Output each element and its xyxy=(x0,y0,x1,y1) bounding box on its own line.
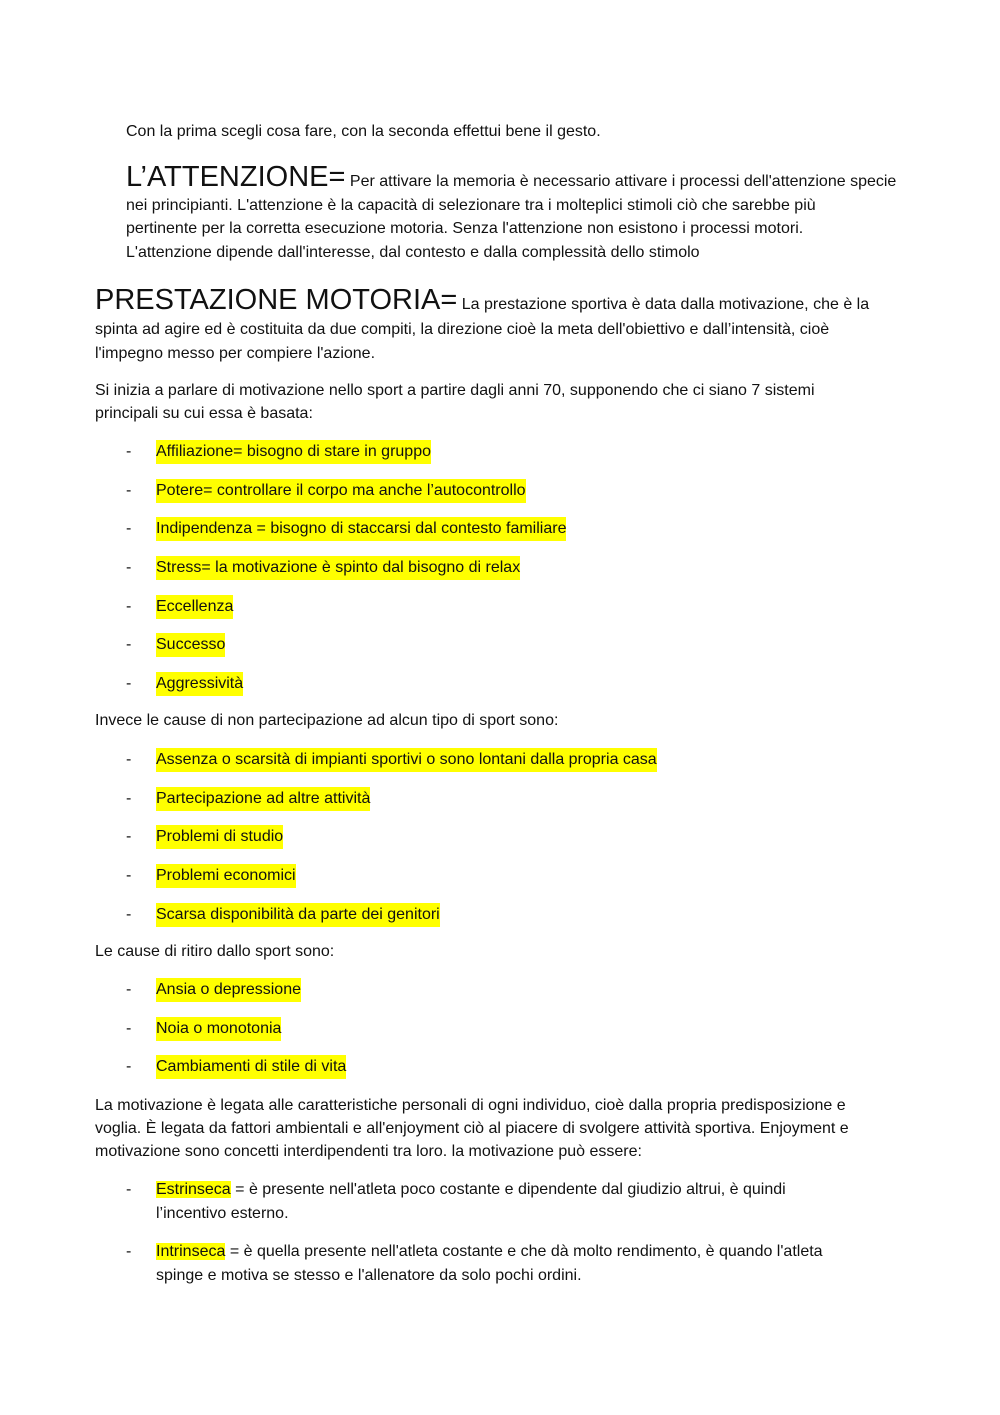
tipo-desc: = è quella presente nell'atleta costante e che dà molto rendimento, è quando l'atleta xyxy=(225,1243,823,1260)
list-bullet: - xyxy=(126,520,132,537)
motivazione-para-line-3: motivazione sono concetti interdipendenti tra loro. la motivazione può essere: xyxy=(95,1143,642,1160)
list-item: Indipendenza = bisogno di staccarsi dal contesto familiare xyxy=(156,517,566,541)
list-item: Aggressività xyxy=(156,672,243,696)
list-item: Noia o monotonia xyxy=(156,1017,281,1041)
list-bullet: - xyxy=(126,482,132,499)
list-bullet: - xyxy=(126,1020,132,1037)
attenzione-line-2: nei principianti. L'attenzione è la capacità di selezionare tra i molteplici stimoli ciò che sarebbe più xyxy=(126,197,816,214)
list-bullet: - xyxy=(126,443,132,460)
list-item: Problemi di studio xyxy=(156,825,283,849)
motivazione-intro-line-2: principali su cui essa è basata: xyxy=(95,405,313,422)
intro-line: Con la prima scegli cosa fare, con la seconda effettui bene il gesto. xyxy=(126,123,601,140)
tipo-desc-continued: l’incentivo esterno. xyxy=(156,1205,289,1222)
list-bullet: - xyxy=(126,751,132,768)
motivazione-para-line-2: voglia. È legata da fattori ambientali e all'enjoyment ciò al piacere di svolgere attività sportiva. Enjoyment e xyxy=(95,1120,849,1137)
attenzione-line-1: Per attivare la memoria è necessario attivare i processi dell'attenzione specie xyxy=(349,173,897,190)
list-item: Eccellenza xyxy=(156,595,233,619)
list-bullet: - xyxy=(126,598,132,615)
list-bullet: - xyxy=(126,1058,132,1075)
list-item: Affiliazione= bisogno di stare in gruppo xyxy=(156,440,431,464)
list-item: Potere= controllare il corpo ma anche l’autocontrollo xyxy=(156,479,526,503)
tipo-desc-continued: spinge e motiva se stesso e l'allenatore da solo pochi ordini. xyxy=(156,1267,582,1284)
motivazione-intro-line-1: Si inizia a parlare di motivazione nello sport a partire dagli anni 70, supponendo che ci siano 7 sistemi xyxy=(95,382,815,399)
list-bullet: - xyxy=(126,636,132,653)
attenzione-line-3: pertinente per la corretta esecuzione motoria. Senza l'attenzione non esistono i processi motori. xyxy=(126,220,804,237)
list-bullet: - xyxy=(126,867,132,884)
list-item: Partecipazione ad altre attività xyxy=(156,787,370,811)
list-item xyxy=(156,1178,786,1202)
prestazione-heading: PRESTAZIONE MOTORIA= xyxy=(95,284,458,316)
list-item: Problemi economici xyxy=(156,864,296,888)
list-bullet: - xyxy=(126,828,132,845)
list-bullet: - xyxy=(126,675,132,692)
tipo-term: Intrinseca xyxy=(156,1243,226,1260)
list-item: Stress= la motivazione è spinto dal bisogno di relax xyxy=(156,556,520,580)
list-item: Ansia o depressione xyxy=(156,978,301,1002)
list-bullet: - xyxy=(126,559,132,576)
prestazione-line-3: l'impegno messo per compiere l'azione. xyxy=(95,345,376,362)
attenzione-first-line xyxy=(126,162,896,194)
list-bullet: - xyxy=(126,1243,132,1260)
prestazione-line-2: spinta ad agire ed è costituita da due compiti, la direzione cioè la meta dell'obiettivo e dall’intensità, cioè xyxy=(95,321,830,338)
ritiro-intro: Le cause di ritiro dallo sport sono: xyxy=(95,943,335,960)
list-item: Assenza o scarsità di impianti sportivi o sono lontani dalla propria casa xyxy=(156,748,657,772)
list-bullet: - xyxy=(126,906,132,923)
list-item: Scarsa disponibilità da parte dei genitori xyxy=(156,903,440,927)
list-item xyxy=(156,1240,823,1264)
list-bullet: - xyxy=(126,981,132,998)
list-bullet: - xyxy=(126,790,132,807)
tipo-term: Estrinseca xyxy=(156,1181,231,1198)
motivazione-para-line-1: La motivazione è legata alle caratteristiche personali di ogni individuo, cioè dalla propria predisposizione e xyxy=(95,1097,846,1114)
tipo-desc: = è presente nell'atleta poco costante e dipendente dal giudizio altrui, è quindi xyxy=(230,1181,786,1198)
list-item: Cambiamenti di stile di vita xyxy=(156,1055,346,1079)
list-bullet: - xyxy=(126,1181,132,1198)
prestazione-line-1: La prestazione sportiva è data dalla motivazione, che è la xyxy=(461,296,870,313)
attenzione-line-4: L'attenzione dipende dall'interesse, dal contesto e dalla complessità dello stimolo xyxy=(126,244,700,261)
list-item: Successo xyxy=(156,633,225,657)
attenzione-heading: L’ATTENZIONE= xyxy=(126,161,346,193)
non-partecipazione-intro: Invece le cause di non partecipazione ad alcun tipo di sport sono: xyxy=(95,712,559,729)
prestazione-first-line xyxy=(95,285,869,317)
